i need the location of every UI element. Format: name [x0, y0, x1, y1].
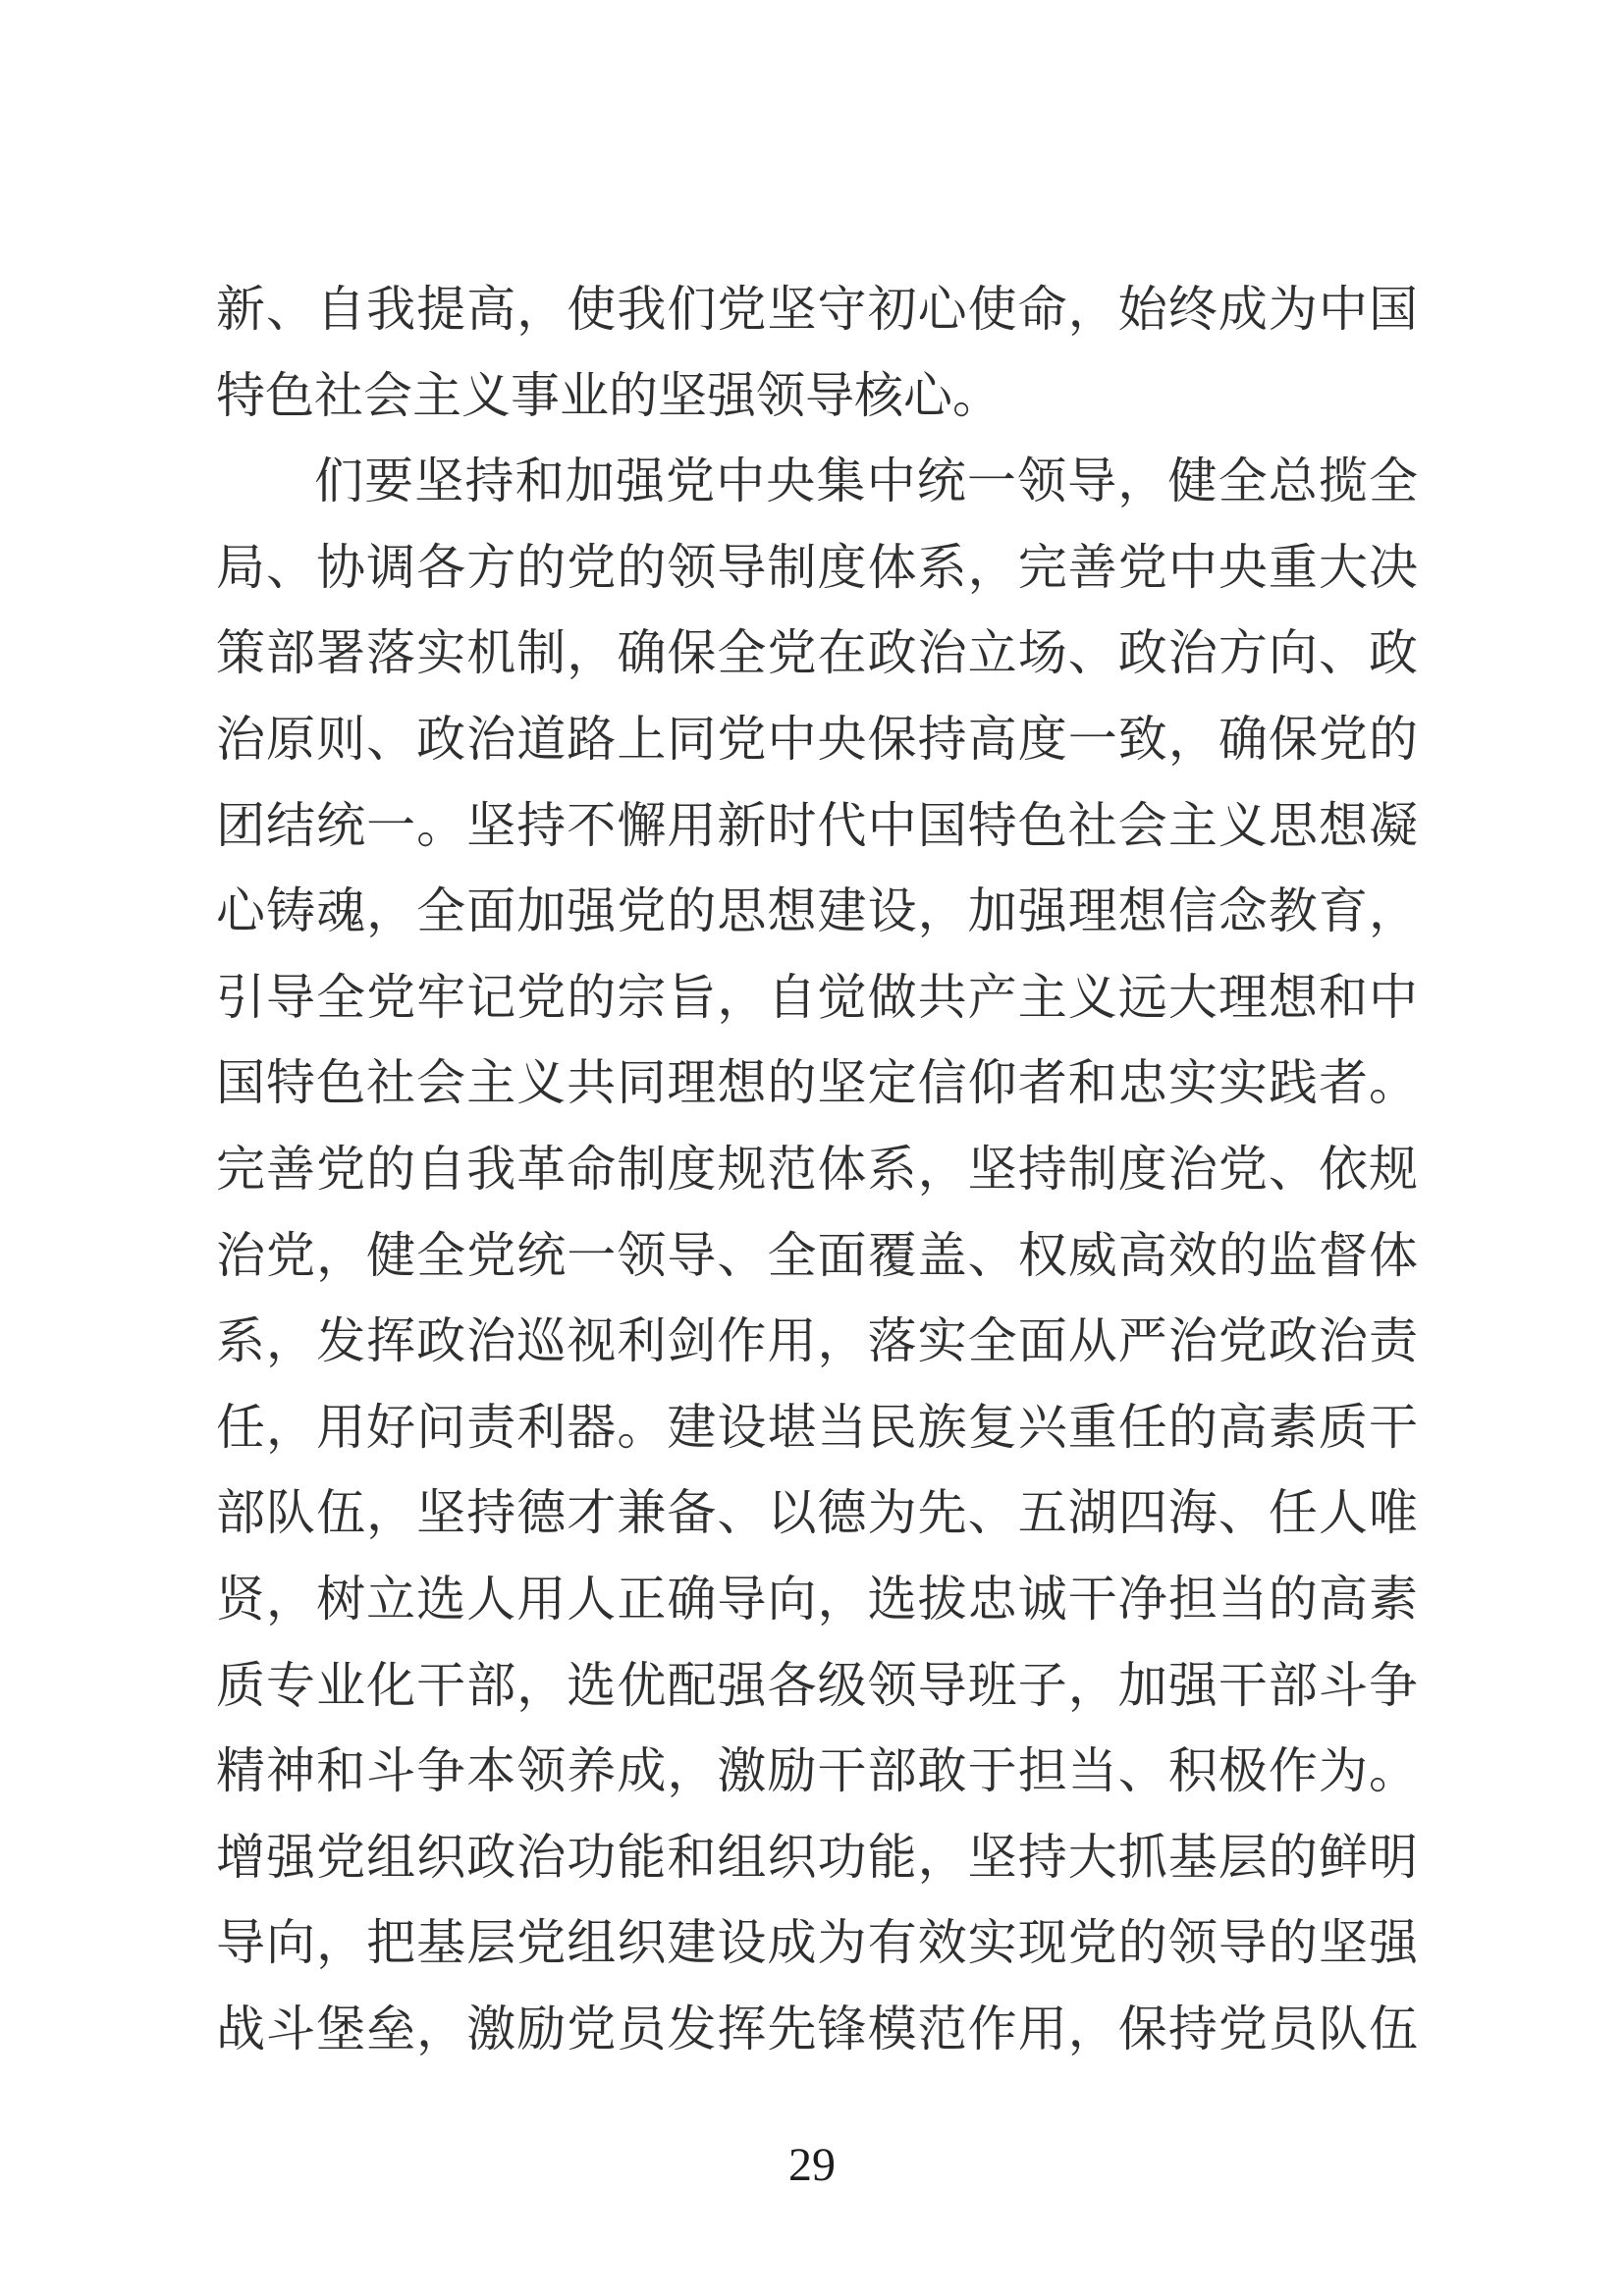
- text-line: 战斗堡垒，激励党员发挥先锋模范作用，保持党员队伍: [216, 2001, 1418, 2056]
- text-line: 完善党的自我革命制度规范体系，坚持制度治党、依规: [216, 1141, 1418, 1197]
- text-line: 特色社会主义事业的坚强领导核心。: [216, 367, 1001, 423]
- text-line: 治原则、政治道路上同党中央保持高度一致，确保党的: [216, 711, 1418, 767]
- page-number: 29: [788, 2139, 836, 2191]
- text-line: 引导全党牢记党的宗旨，自觉做共产主义远大理想和中: [216, 969, 1418, 1025]
- text-line: 导向，把基层党组织建设成为有效实现党的领导的坚强: [216, 1915, 1418, 1971]
- text-line: 精神和斗争本领养成，激励干部敢于担当、积极作为。: [216, 1743, 1418, 1799]
- text-line: 新、自我提高，使我们党坚守初心使命，始终成为中国: [216, 282, 1418, 337]
- text-line: 们要坚持和加强党中央集中统一领导，健全总揽全: [314, 454, 1418, 509]
- text-line: 策部署落实机制，确保全党在政治立场、政治方向、政: [216, 625, 1418, 681]
- text-line: 任，用好问责利器。建设堪当民族复兴重任的高素质干: [216, 1399, 1418, 1455]
- text-line: 团结统一。坚持不懈用新时代中国特色社会主义思想凝: [216, 797, 1418, 853]
- text-line: 系，发挥政治巡视利剑作用，落实全面从严治党政治责: [216, 1313, 1418, 1369]
- text-line: 部队伍，坚持德才兼备、以德为先、五湖四海、任人唯: [216, 1485, 1418, 1541]
- text-line: 局、协调各方的党的领导制度体系，完善党中央重大决: [216, 539, 1418, 595]
- text-line: 国特色社会主义共同理想的坚定信仰者和忠实实践者。: [216, 1055, 1418, 1111]
- text-line: 贤，树立选人用人正确导向，选拔忠诚干净担当的高素: [216, 1571, 1418, 1627]
- text-line: 治党，健全党统一领导、全面覆盖、权威高效的监督体: [216, 1227, 1418, 1283]
- document-text: [216, 267, 1418, 2072]
- text-line: 增强党组织政治功能和组织功能，坚持大抓基层的鲜明: [216, 1829, 1418, 1885]
- text-line: 心铸魂，全面加强党的思想建设，加强理想信念教育，: [216, 883, 1418, 939]
- text-line: 质专业化干部，选优配强各级领导班子，加强干部斗争: [216, 1657, 1418, 1713]
